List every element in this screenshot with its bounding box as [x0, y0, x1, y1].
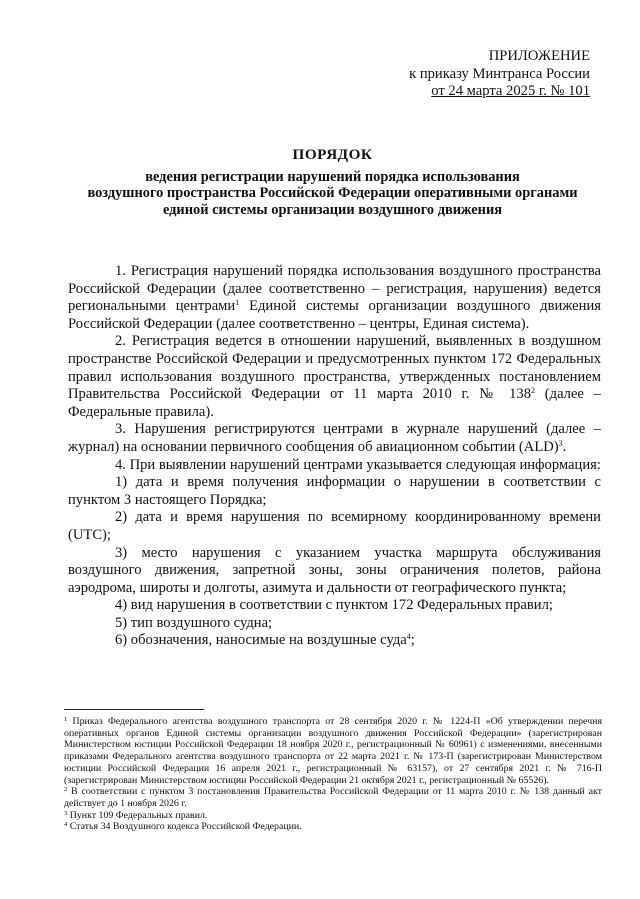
paragraph-4: 4. При выявлении нарушений центрами указывается следующая информация: [115, 456, 601, 473]
footnote-4 [64, 821, 602, 833]
list-item-3: 3) место нарушения с указанием участка маршрута обслуживания воздушного движения, запретной зоны, зоны ограничения полетов, района аэродрома, широты и долготы, азимута и дальности от географического пункта; [68, 544, 601, 596]
appendix-order-date: от 24 марта 2025 г. № 101 [431, 83, 590, 99]
footnote-2 [64, 786, 602, 809]
title-line-2: воздушного пространства Российской Федерации оперативными органами [87, 185, 578, 201]
footnote-3-text: Пункт 109 Федеральных правил. [67, 809, 208, 821]
paragraph-2 [68, 333, 601, 421]
document-body [68, 263, 601, 650]
paragraph-3 [68, 421, 601, 456]
appendix-header [370, 48, 590, 101]
footnote-ref-3: 3 [558, 438, 563, 448]
list-item-2: 2) дата и время нарушения по всемирному координированному времени (UTC); [68, 509, 601, 543]
footnote-1 [64, 716, 602, 786]
list-item-6 [68, 632, 601, 650]
footnote-divider [64, 709, 204, 710]
footnote-2-text: В соответствии с пунктом 3 постановления Правительства Российской Федерации от 11 марта 2010 г. № 138 данный акт действует до 1 ноября 2026 г. [64, 786, 602, 809]
appendix-order-ref: к приказу Минтранса России [409, 65, 590, 82]
footnotes [64, 716, 602, 833]
title-main: ПОРЯДОК [292, 146, 373, 163]
list-item-4: 4) вид нарушения в соответствии с пунктом 172 Федеральных правил; [115, 597, 553, 614]
footnote-1-text: Приказ Федерального агентства воздушного транспорта от 28 сентября 2020 г. № 1224-П «Об утверждении перечня оперативных органов Единой системы организации воздушного движения Российской Федерации» (зарегистрирован Министерством юстиции Российской Федерации 18 ноября 2020 г., регистрационный № 60961) с изменениями, внесенными приказами Федерального агентства воздушного транспорта от 22 марта 2021 г. № 173-П (зарегистрирован Министерством юстиции Российской Федерации 16 апреля 2021 г., регистрационный № 63157), от 27 сентября 2021 г. № 716-П (зарегистрирован Министерством юстиции Российской Федерации 21 октября 2021 г., регистрационный № 65526). [64, 716, 602, 786]
footnote-1-mark: 1 [64, 716, 68, 723]
paragraph-3-text: 3. Нарушения регистрируются центрами в журнале нарушений (далее – журнал) на основании первичного сообщения об авиационном событии (ALD) [68, 421, 601, 455]
footnote-ref-4: 4 [406, 632, 411, 642]
paragraph-1 [68, 263, 601, 333]
appendix-label: ПРИЛОЖЕНИЕ [488, 48, 590, 64]
footnote-ref-1: 1 [235, 298, 240, 308]
footnote-ref-2: 2 [531, 386, 536, 396]
footnote-3-mark: 3 [64, 809, 68, 817]
list-item-1: 1) дата и время получения информации о нарушении в соответствии с пунктом 3 настоящего Порядка; [68, 474, 601, 508]
paragraph-3-tail: . [562, 438, 567, 455]
title-line-1: ведения регистрации нарушений порядка использования [145, 168, 520, 185]
footnote-3 [64, 810, 602, 822]
list-item-5: 5) тип воздушного судна; [115, 614, 273, 631]
paragraph-1-tail: Единой системы организации воздушного движения Российской Федерации (далее соответственно – центры, Единая система). [68, 298, 601, 332]
paragraph-2-tail: (далее – Федеральные правила). [68, 386, 601, 420]
footnote-4-mark: 4 [64, 821, 68, 829]
paragraph-1-text: 1. Регистрация нарушений порядка использования воздушного пространства Российской Федерации (далее соответственно – регистрация, нарушения) ведется региональными центрами [68, 263, 601, 315]
document-title [60, 147, 605, 218]
footnote-4-text: Статья 34 Воздушного кодекса Российской Федерации. [67, 821, 302, 833]
footnote-2-mark: 2 [64, 786, 68, 794]
paragraph-2-text: 2. Регистрация ведется в отношении нарушений, выявленных в воздушном пространстве Российской Федерации и предусмотренных пунктом 172 Федеральных правил использования воздушного пространства, утвержденных постановлением Правительства Российской Федерации от 11 марта 2010 г. № 138 [68, 333, 601, 403]
list-item-6-text: 6) обозначения, наносимые на воздушные суда [115, 632, 407, 649]
list-item-6-tail: ; [410, 632, 415, 649]
title-line-3: единой системы организации воздушного движения [162, 201, 503, 218]
